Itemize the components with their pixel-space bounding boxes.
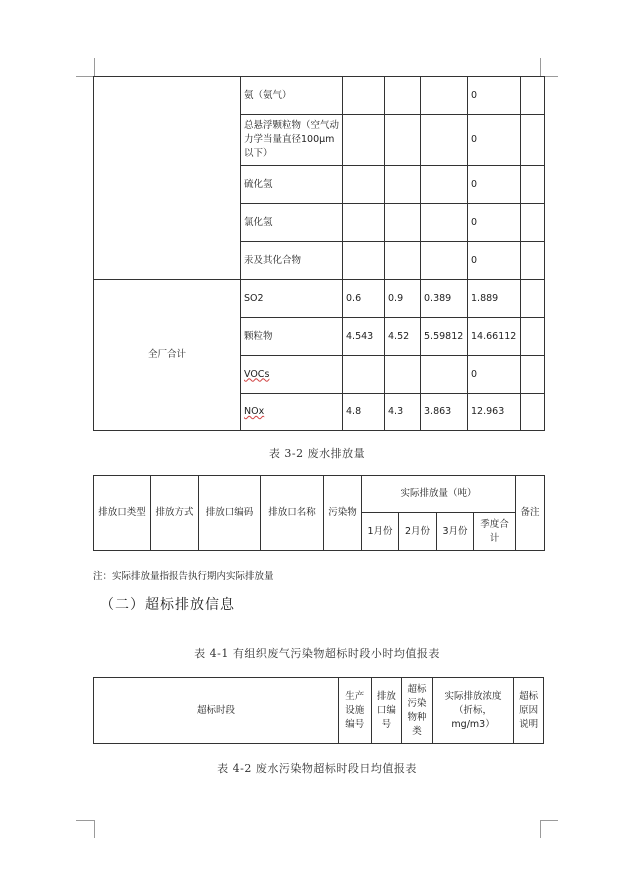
value-cell — [385, 242, 421, 280]
remark-cell — [521, 115, 545, 166]
total-cell: 12.963 — [468, 394, 521, 431]
group-total-label: 全厂合计 — [94, 280, 241, 431]
value-cell — [385, 204, 421, 242]
header-pollutant-type: 超标污染物种类 — [402, 678, 433, 744]
value-cell: 4.3 — [385, 394, 421, 431]
pollutant-cell: 总悬浮颗粒物（空气动力学当量直径100μm以下） — [241, 115, 343, 166]
remark-cell — [521, 242, 545, 280]
value-cell — [421, 77, 468, 115]
total-cell: 0 — [468, 242, 521, 280]
pollutant-cell: 氯化氢 — [241, 204, 343, 242]
value-cell — [385, 166, 421, 204]
value-cell — [343, 115, 385, 166]
header-quarter-total: 季度合计 — [474, 513, 516, 551]
value-cell — [343, 242, 385, 280]
remark-cell — [521, 394, 545, 431]
remark-cell — [521, 77, 545, 115]
header-month-1: 1月份 — [362, 513, 399, 551]
header-month-3: 3月份 — [437, 513, 474, 551]
header-pollutant: 污染物 — [324, 476, 362, 551]
header-outlet-code: 排放口编码 — [199, 476, 261, 551]
crop-mark-top-right — [540, 58, 541, 76]
remark-cell — [521, 204, 545, 242]
remark-cell — [521, 318, 545, 356]
value-cell: 0.389 — [421, 280, 468, 318]
caption-table-4-1: 表 4-1 有组织废气污染物超标时段小时均值报表 — [194, 647, 440, 660]
remark-cell — [521, 356, 545, 394]
emission-table — [93, 76, 545, 431]
pollutant-cell — [241, 394, 343, 431]
pollutant-cell: 汞及其化合物 — [241, 242, 343, 280]
value-cell: 4.543 — [343, 318, 385, 356]
header-outlet-code: 排放口编号 — [371, 678, 402, 744]
value-cell — [421, 204, 468, 242]
pollutant-cell: 硫化氢 — [241, 166, 343, 204]
value-cell — [343, 166, 385, 204]
value-cell: 0.9 — [385, 280, 421, 318]
value-cell — [385, 77, 421, 115]
wastewater-table — [93, 475, 545, 551]
total-cell: 0 — [468, 115, 521, 166]
value-cell — [385, 356, 421, 394]
table-row — [94, 77, 545, 115]
crop-mark-bottom-left — [94, 820, 95, 838]
header-method: 排放方式 — [151, 476, 199, 551]
header-facility-code: 生产设施编号 — [338, 678, 371, 744]
section-heading: （二）超标排放信息 — [100, 597, 235, 613]
total-cell: 1.889 — [468, 280, 521, 318]
header-actual-discharge: 实际排放量（吨） — [362, 476, 516, 513]
value-cell — [343, 356, 385, 394]
pollutant-label: VOCs — [244, 368, 270, 380]
overlimit-table — [93, 677, 544, 744]
remark-cell — [521, 280, 545, 318]
header-period: 超标时段 — [94, 678, 339, 744]
pollutant-cell: 氨（氨气） — [241, 77, 343, 115]
table-row — [94, 280, 545, 318]
table-note: 注：实际排放量指报告执行期内实际排放量 — [93, 571, 274, 582]
value-cell — [385, 115, 421, 166]
remark-cell — [521, 166, 545, 204]
value-cell: 4.52 — [385, 318, 421, 356]
total-cell: 0 — [468, 204, 521, 242]
crop-mark-bottom-right — [540, 820, 541, 838]
pollutant-cell — [241, 356, 343, 394]
value-cell — [421, 242, 468, 280]
value-cell — [421, 115, 468, 166]
header-concentration: 实际排放浓度（折标，mg/m3） — [432, 678, 514, 744]
header-month-2: 2月份 — [399, 513, 437, 551]
table-header-row — [94, 476, 545, 513]
caption-table-3-2: 表 3-2 废水排放量 — [268, 447, 366, 460]
crop-mark-top-left — [76, 76, 94, 77]
value-cell: 0.6 — [343, 280, 385, 318]
value-cell — [343, 204, 385, 242]
caption-table-4-2: 表 4-2 废水污染物超标时段日均值报表 — [217, 762, 417, 775]
total-cell: 0 — [468, 356, 521, 394]
pollutant-cell: 颗粒物 — [241, 318, 343, 356]
value-cell: 5.59812 — [421, 318, 468, 356]
header-outlet-name: 排放口名称 — [261, 476, 324, 551]
total-cell: 0 — [468, 166, 521, 204]
value-cell — [421, 166, 468, 204]
header-outlet-type: 排放口类型 — [94, 476, 151, 551]
crop-mark-bottom-left — [76, 820, 94, 821]
group-cell-empty — [94, 77, 241, 280]
value-cell — [421, 356, 468, 394]
crop-mark-top-left — [94, 58, 95, 76]
total-cell: 14.66112 — [468, 318, 521, 356]
pollutant-label: NOx — [244, 406, 265, 417]
crop-mark-bottom-right — [540, 820, 558, 821]
value-cell: 4.8 — [343, 394, 385, 431]
header-reason: 超标原因说明 — [514, 678, 544, 744]
table-header-row — [94, 678, 544, 744]
value-cell: 3.863 — [421, 394, 468, 431]
header-remark: 备注 — [516, 476, 545, 551]
total-cell: 0 — [468, 77, 521, 115]
value-cell — [343, 77, 385, 115]
pollutant-cell: SO2 — [241, 280, 343, 318]
